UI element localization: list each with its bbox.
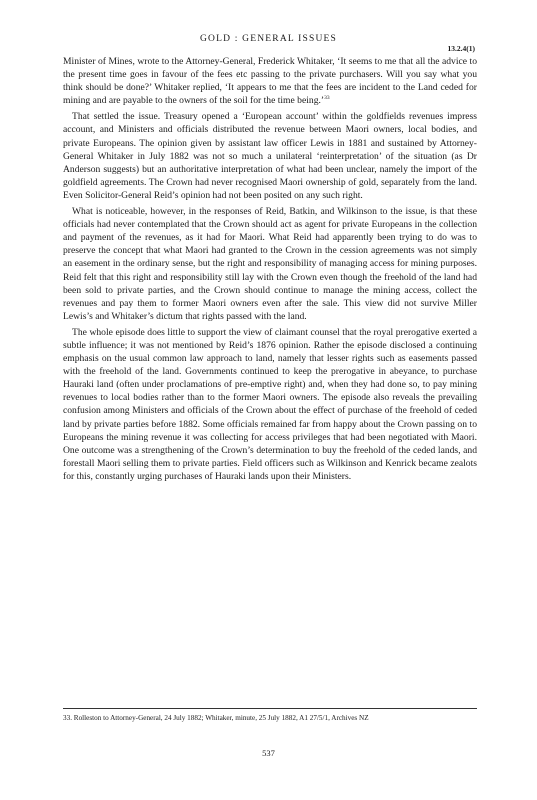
footnote: 33. Rolleston to Attorney-General, 24 July 1882; Whitaker, minute, 25 July 1882, A1 27/5/1, Archives NZ <box>63 714 369 722</box>
running-head: GOLD : GENERAL ISSUES <box>199 34 337 44</box>
paragraph: The whole episode does little to support the view of claimant counsel that the royal prerogative exerted a subtle influence; it was not mentioned by Reid’s 1876 opinion. Rather the episode disclosed a continuing emphasis on the usual common law approach to land, namely that lesser rights such as easements passed with the freehold of the land. Governments continued to keep the prerogative in abeyance, to purchase Hauraki land (often under proclamations of pre-emptive right) and, when they had done so, to pay mining revenues to local bodies rather than to the former Maori owners. The episode also reveals the prevailing confusion among Ministers and officials of the Crown about the effect of purchase of the freehold of ceded land by private parties before 1882. Some officials remained far from happy about the Crown passing on to Europeans the mining revenue it was collecting for access privileges that had been negotiated with Maori. One outcome was a strengthening of the Crown’s determination to buy the freehold of the ceded lands, and forestall Maori selling them to private parties. Field officers such as Wilkinson and Kenrick became zealots for this, constantly urging purchases of Hauraki lands upon their Ministers. <box>63 326 477 482</box>
section-number: 13.2.4(1) <box>447 44 475 53</box>
footnote-reference[interactable]: 33 <box>324 95 330 102</box>
paragraph: What is noticeable, however, in the responses of Reid, Batkin, and Wilkinson to the issue, is that these officials had never contemplated that the Crown should act as agent for private Europeans in the collection and payment of the revenues, as it had for Maori. What Reid had apparently been trying to do was to preserve the concept that what Maori had granted to the Crown in the cession agreements was not simply an easement in the ordinary sense, but the right and responsibility of managing access for mining purposes. Reid felt that this right and responsibility still lay with the Crown even though the freehold of the land had been sold to private parties, and the Crown should continue to manage the mining access, collect the revenues and pay them to former Maori owners even after the sale. This view did not survive Miller Lewis’s and Whitaker’s dictum that rights passed with the land. <box>63 206 477 322</box>
paragraph: That settled the issue. Treasury opened a ‘European account’ within the goldfields revenues impress account, and Ministers and officials distributed the revenue between Maori owners, local bodies, and private Europeans. The opinion given by assistant law officer Lewis in 1881 and sustained by Attorney-General Whitaker in July 1882 was not so much a unilateral ‘reinterpretation’ of the situation (as Dr Anderson suggests) but an authoritative interpretation of what had been unclear, namely the import of the goldfield agreements. The Crown had never recognised Maori ownership of gold, separately from the land. Even Solicitor-General Reid’s opinion had not been posited on any such right. <box>63 111 477 201</box>
page-number: 537 <box>262 748 275 758</box>
body-text <box>63 55 477 486</box>
paragraph <box>63 55 477 107</box>
paragraph-text: Minister of Mines, wrote to the Attorney-General, Frederick Whitaker, ‘It seems to me that all the advice to the present time goes in favour of the fees etc passing to the private purchasers. Will you say what you think should be done?’ Whitaker replied, ‘It appears to me that the fees are incident to the Land ceded for mining and are payable to the owners of the soil for the time being.’ <box>63 56 477 107</box>
footnote-divider <box>63 708 477 709</box>
